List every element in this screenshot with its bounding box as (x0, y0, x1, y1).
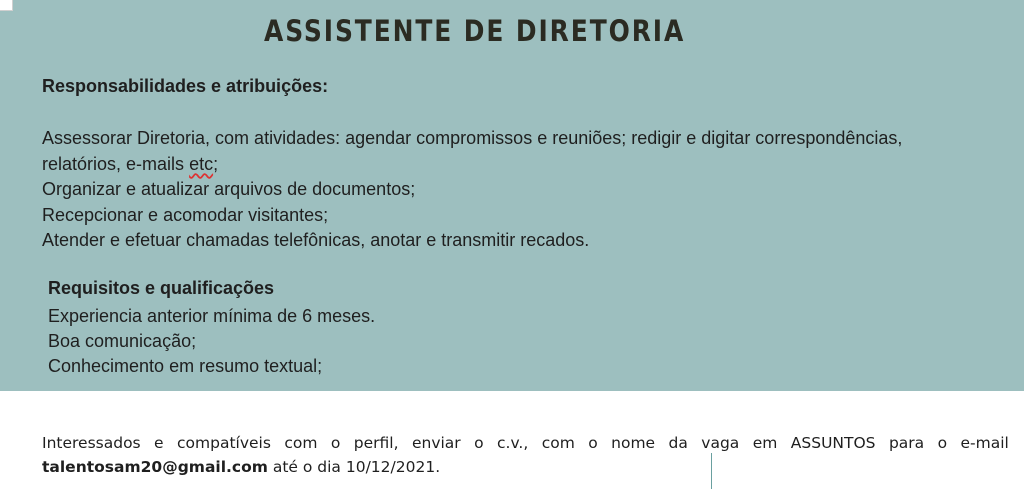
corner-marker (0, 0, 13, 11)
responsibilities-list (42, 126, 902, 254)
instruction-word: compatíveis (177, 434, 271, 452)
requirements-heading: Requisitos e qualificações (48, 278, 275, 298)
responsibility-text: ; (213, 153, 219, 174)
instruction-word: da (668, 434, 688, 452)
instruction-word: enviar (411, 434, 461, 452)
responsibility-line: Assessorar Diretoria, com atividades: agendar compromissos e reuniões; redigir e digitar correspondências, (42, 128, 903, 148)
instruction-word: com (284, 434, 318, 452)
instruction-word: perfil, (353, 434, 399, 452)
responsibility-line: Organizar e atualizar arquivos de documentos; (42, 179, 416, 199)
deadline-text: até o dia 10/12/2021. (267, 458, 441, 476)
instruction-word: vaga (701, 434, 740, 452)
instruction-word: e-mail (960, 434, 1009, 452)
responsibility-line: Atender e efetuar chamadas telefônicas, anotar e transmitir recados. (42, 230, 590, 250)
responsibilities-heading: Responsabilidades e atribuições: (42, 76, 329, 96)
requirement-line: Boa comunicação; (48, 331, 197, 351)
instruction-word: e (154, 434, 164, 452)
text-cursor (711, 453, 712, 489)
requirements-list (48, 304, 375, 379)
requirement-line: Conhecimento em resumo textual; (48, 356, 323, 376)
instruction-word: com (541, 434, 575, 452)
responsibility-line (42, 152, 902, 178)
spellcheck-word: etc (189, 153, 214, 174)
instruction-word: o (937, 434, 948, 452)
instructions-line (42, 455, 1009, 479)
application-instructions (42, 431, 1009, 479)
instruction-word: para (888, 434, 925, 452)
instruction-word: c.v., (497, 434, 529, 452)
instruction-word: Interessados (42, 434, 141, 452)
contact-email[interactable]: talentosam20@gmail.com (42, 458, 268, 476)
job-title: ASSISTENTE DE DIRETORIA (264, 14, 686, 48)
instructions-line (42, 431, 1009, 455)
instruction-word: o (474, 434, 484, 452)
instruction-word: o (330, 434, 341, 452)
requirement-line: Experiencia anterior mínima de 6 meses. (48, 306, 376, 326)
instruction-word: ASSUNTOS (790, 434, 876, 452)
responsibility-text: relatórios, e-mails (42, 153, 185, 174)
responsibility-line: Recepcionar e acomodar visitantes; (42, 204, 329, 225)
instruction-word: o (588, 434, 598, 452)
instruction-word: em (752, 434, 778, 452)
instruction-word: nome (611, 434, 656, 452)
